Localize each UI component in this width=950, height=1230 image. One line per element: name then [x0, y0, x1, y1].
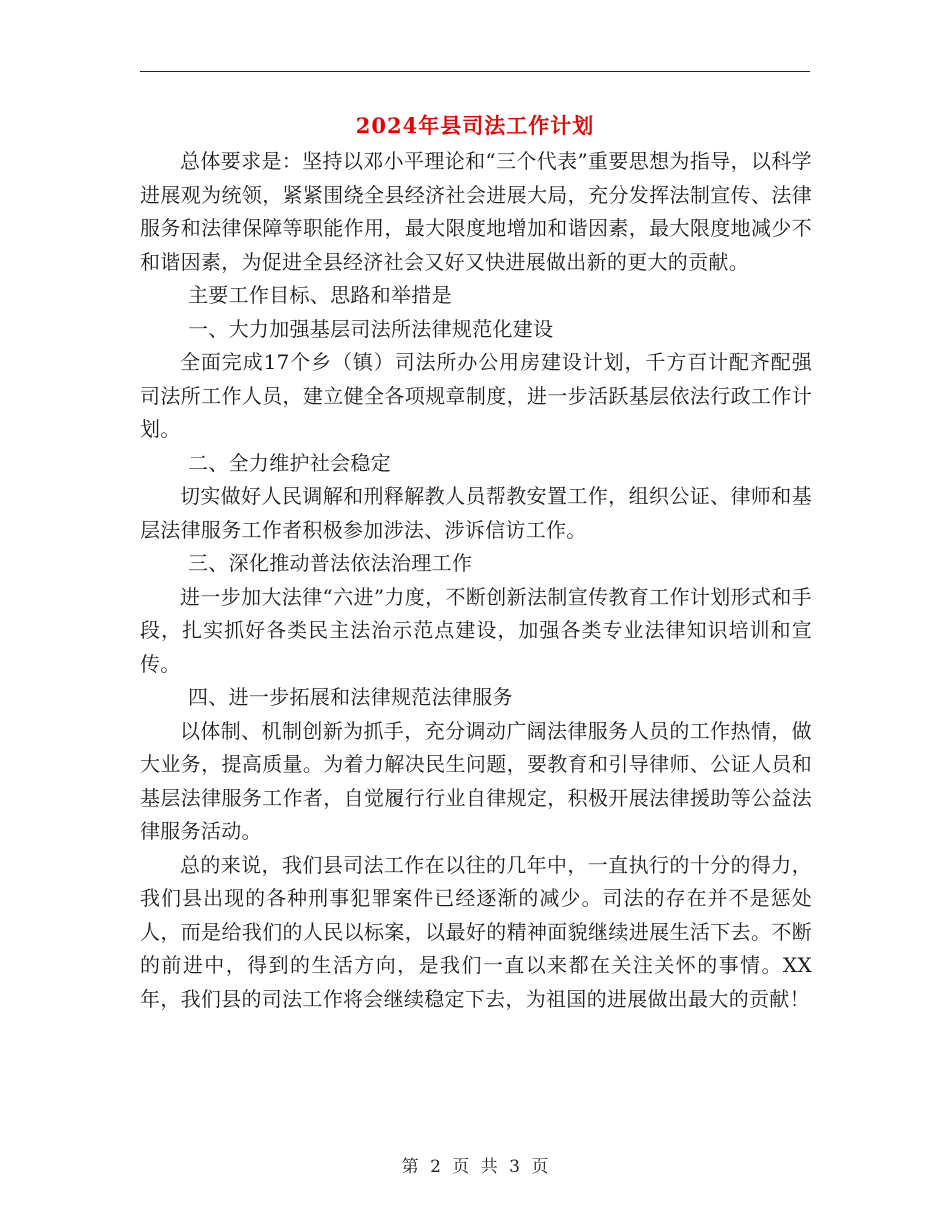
section-heading-4: 四、进一步拓展和法律规范法律服务 — [188, 685, 513, 709]
section-heading-3: 三、深化推动普法依法治理工作 — [188, 551, 473, 575]
section-heading-2: 二、全力维护社会稳定 — [188, 450, 391, 475]
paragraph-general-requirements: 总体要求是：坚持以邓小平理论和“三个代表”重要思想为指导，以科学进展观为统领，紧紧围绕全县经济社会进展大局，充分发挥法制宣传、法律服务和法律保障等职能作用，最大限度地增加和谐因素，最大限度地减少不和谐因素，为促进全县经济社会又好又快进展做出新的更大的贡献。 — [140, 149, 812, 274]
paragraph-section-1: 全面完成17个乡（镇）司法所办公用房建设计划，千方百计配齐配强司法所工作人员，建立健全各项规章制度，进一步活跃基层依法行政工作计划。 — [140, 350, 812, 441]
paragraph-section-2: 切实做好人民调解和刑释解教人员帮教安置工作，组织公证、律师和基层法律服务工作者积极参加涉法、涉诉信访工作。 — [140, 484, 812, 542]
paragraph-conclusion: 总的来说，我们县司法工作在以往的几年中，一直执行的十分的得力，我们县出现的各种刑事犯罪案件已经逐渐的减少。司法的存在并不是惩处人，而是给我们的人民以标案，以最好的精神面貌继续进展生活下去。不断的前进中，得到的生活方向，是我们一直以来都在关注关怀的事情。XX年，我们县的司法工作将会继续稳定下去，为祖国的进展做出最大的贡献！ — [140, 852, 812, 1011]
paragraph-section-4: 以体制、机制创新为抓手，充分调动广阔法律服务人员的工作热情，做大业务，提高质量。为着力解决民生问题，要教育和引导律师、公证人员和基层法律服务工作者，自觉履行行业自律规定，积极开展法律援助等公益法律服务活动。 — [140, 718, 812, 843]
section-heading-1: 一、大力加强基层司法所法律规范化建设 — [188, 316, 554, 341]
header-rule — [140, 71, 810, 72]
paragraph-main-goals: 主要工作目标、思路和举措是 — [188, 283, 452, 307]
page-number-footer: 第 2 页 共 3 页 — [401, 1157, 549, 1177]
paragraph-section-3: 进一步加大法律“六进”力度，不断创新法制宣传教育工作计划形式和手段，扎实抓好各类民主法治示范点建设，加强各类专业法律知识培训和宣传。 — [140, 584, 812, 676]
document-title: 2024年县司法工作计划 — [355, 113, 595, 138]
document-body — [140, 145, 812, 1016]
